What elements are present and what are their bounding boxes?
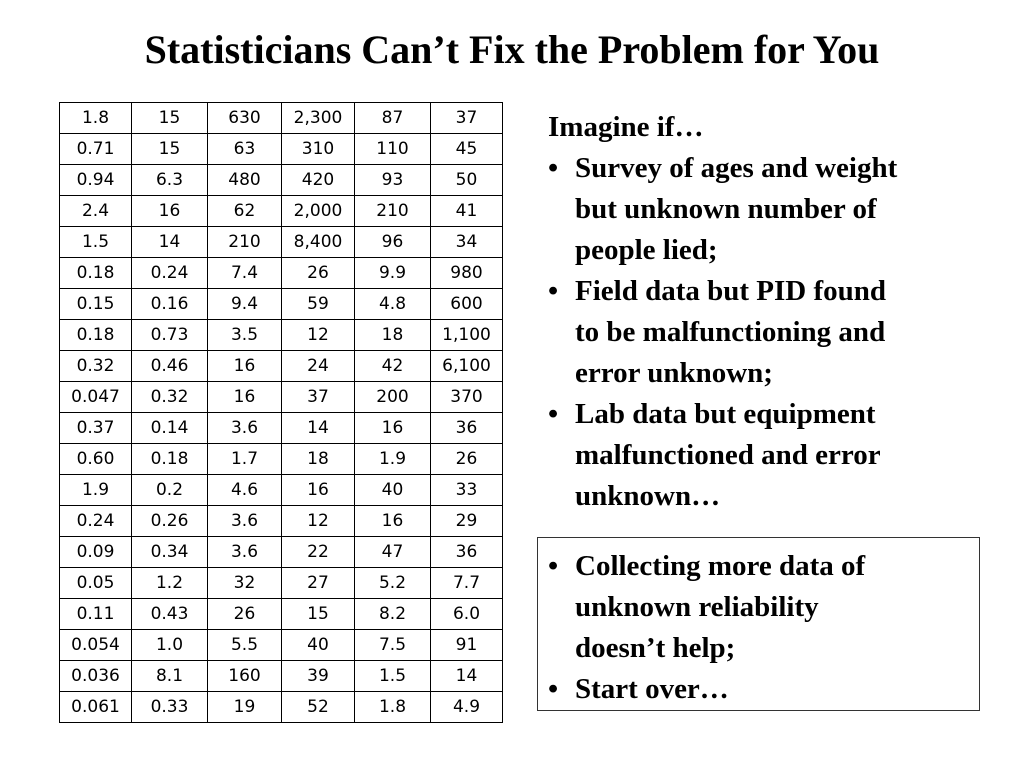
table-cell: 36 <box>431 413 503 444</box>
table-cell: 0.11 <box>60 599 132 630</box>
table-row <box>60 258 503 289</box>
bullet-line: Survey of ages and weight <box>575 152 898 184</box>
bullet-item <box>548 394 978 517</box>
table-cell: 3.6 <box>208 506 282 537</box>
table-cell: 0.18 <box>60 320 132 351</box>
table-cell: 0.94 <box>60 165 132 196</box>
table-cell: 18 <box>282 444 355 475</box>
bullet-item <box>548 546 979 669</box>
table-cell: 26 <box>431 444 503 475</box>
table-cell: 630 <box>208 103 282 134</box>
table-cell: 19 <box>208 692 282 723</box>
table-cell: 0.15 <box>60 289 132 320</box>
table-cell: 3.6 <box>208 413 282 444</box>
table-cell: 4.6 <box>208 475 282 506</box>
table-cell: 16 <box>208 351 282 382</box>
table-cell: 8,400 <box>282 227 355 258</box>
table-cell: 14 <box>431 661 503 692</box>
table-row <box>60 289 503 320</box>
table-cell: 9.9 <box>355 258 431 289</box>
table-row <box>60 692 503 723</box>
table-row <box>60 165 503 196</box>
bullet-line: Lab data but equipment <box>575 398 876 430</box>
table-cell: 980 <box>431 258 503 289</box>
table-cell: 0.32 <box>60 351 132 382</box>
table-cell: 29 <box>431 506 503 537</box>
table-cell: 33 <box>431 475 503 506</box>
table-cell: 5.2 <box>355 568 431 599</box>
table-cell: 27 <box>282 568 355 599</box>
table-cell: 0.18 <box>132 444 208 475</box>
table-cell: 8.2 <box>355 599 431 630</box>
bullet-line: Collecting more data of <box>575 550 866 582</box>
table-cell: 18 <box>355 320 431 351</box>
bullet-line: error unknown; <box>575 357 773 389</box>
table-row <box>60 320 503 351</box>
table-cell: 16 <box>355 413 431 444</box>
table-cell: 15 <box>132 103 208 134</box>
table-cell: 160 <box>208 661 282 692</box>
bullet-icon: • <box>548 398 559 430</box>
table-cell: 24 <box>282 351 355 382</box>
bullet-line: but unknown number of <box>575 193 877 225</box>
table-cell: 40 <box>282 630 355 661</box>
table-cell: 420 <box>282 165 355 196</box>
table-cell: 9.4 <box>208 289 282 320</box>
table-row <box>60 103 503 134</box>
table-cell: 8.1 <box>132 661 208 692</box>
table-cell: 1.8 <box>355 692 431 723</box>
table-cell: 45 <box>431 134 503 165</box>
table-cell: 1.5 <box>60 227 132 258</box>
table-cell: 37 <box>282 382 355 413</box>
table-cell: 3.6 <box>208 537 282 568</box>
table-row <box>60 196 503 227</box>
table-cell: 39 <box>282 661 355 692</box>
table-row <box>60 134 503 165</box>
table-cell: 0.047 <box>60 382 132 413</box>
table-row <box>60 506 503 537</box>
table-cell: 0.05 <box>60 568 132 599</box>
table-cell: 16 <box>208 382 282 413</box>
table-cell: 370 <box>431 382 503 413</box>
table-cell: 26 <box>208 599 282 630</box>
table-row <box>60 475 503 506</box>
table-cell: 14 <box>282 413 355 444</box>
table-cell: 0.054 <box>60 630 132 661</box>
table-cell: 52 <box>282 692 355 723</box>
table-cell: 63 <box>208 134 282 165</box>
conclusion-bullet-list <box>548 546 979 710</box>
table-row <box>60 630 503 661</box>
table-cell: 0.061 <box>60 692 132 723</box>
table-cell: 0.14 <box>132 413 208 444</box>
table-row <box>60 413 503 444</box>
bullet-item <box>548 271 978 394</box>
table-cell: 12 <box>282 320 355 351</box>
table-row <box>60 382 503 413</box>
table-cell: 36 <box>431 537 503 568</box>
table-cell: 6,100 <box>431 351 503 382</box>
table-cell: 200 <box>355 382 431 413</box>
table-cell: 0.18 <box>60 258 132 289</box>
table-cell: 14 <box>132 227 208 258</box>
table-cell: 0.33 <box>132 692 208 723</box>
bullet-line: Start over… <box>575 673 729 705</box>
table-cell: 0.32 <box>132 382 208 413</box>
table-cell: 7.7 <box>431 568 503 599</box>
table-cell: 62 <box>208 196 282 227</box>
table-row <box>60 599 503 630</box>
bullet-item <box>548 669 979 710</box>
table-cell: 7.5 <box>355 630 431 661</box>
imagine-heading: Imagine if… <box>548 111 704 143</box>
bullet-line: Field data but PID found <box>575 275 887 307</box>
table-cell: 7.4 <box>208 258 282 289</box>
table-cell: 1.8 <box>60 103 132 134</box>
table-cell: 600 <box>431 289 503 320</box>
imagine-section <box>548 107 978 517</box>
bullet-line: unknown… <box>575 480 721 512</box>
table-cell: 4.9 <box>431 692 503 723</box>
table-cell: 1,100 <box>431 320 503 351</box>
table-cell: 5.5 <box>208 630 282 661</box>
bullet-line: doesn’t help; <box>575 632 736 664</box>
slide-title: Statisticians Can’t Fix the Problem for You <box>144 27 880 72</box>
table-cell: 41 <box>431 196 503 227</box>
table-cell: 87 <box>355 103 431 134</box>
table-cell: 0.24 <box>60 506 132 537</box>
table-cell: 1.0 <box>132 630 208 661</box>
table-cell: 16 <box>355 506 431 537</box>
table-cell: 0.37 <box>60 413 132 444</box>
table-cell: 42 <box>355 351 431 382</box>
table-cell: 6.0 <box>431 599 503 630</box>
table-cell: 1.9 <box>355 444 431 475</box>
table-cell: 1.9 <box>60 475 132 506</box>
table-cell: 47 <box>355 537 431 568</box>
table-row <box>60 661 503 692</box>
table-cell: 0.34 <box>132 537 208 568</box>
table-cell: 0.16 <box>132 289 208 320</box>
table-cell: 37 <box>431 103 503 134</box>
bullet-icon: • <box>548 550 559 582</box>
table-cell: 110 <box>355 134 431 165</box>
table-row <box>60 227 503 258</box>
table-cell: 0.09 <box>60 537 132 568</box>
table-cell: 210 <box>355 196 431 227</box>
table-cell: 96 <box>355 227 431 258</box>
table-cell: 16 <box>132 196 208 227</box>
table-cell: 12 <box>282 506 355 537</box>
table-cell: 15 <box>132 134 208 165</box>
table-cell: 480 <box>208 165 282 196</box>
table-cell: 26 <box>282 258 355 289</box>
table-cell: 0.26 <box>132 506 208 537</box>
table-cell: 0.46 <box>132 351 208 382</box>
table-cell: 0.71 <box>60 134 132 165</box>
table-cell: 1.2 <box>132 568 208 599</box>
imagine-bullet-list <box>548 148 978 517</box>
bullet-line: unknown reliability <box>575 591 819 623</box>
table-row <box>60 537 503 568</box>
table-cell: 1.5 <box>355 661 431 692</box>
table-cell: 0.60 <box>60 444 132 475</box>
bullet-icon: • <box>548 152 559 184</box>
table-cell: 16 <box>282 475 355 506</box>
data-table-body <box>60 103 503 723</box>
table-cell: 1.7 <box>208 444 282 475</box>
table-cell: 2,300 <box>282 103 355 134</box>
table-cell: 6.3 <box>132 165 208 196</box>
bullet-icon: • <box>548 673 559 705</box>
bullet-item <box>548 148 978 271</box>
table-cell: 40 <box>355 475 431 506</box>
table-cell: 0.24 <box>132 258 208 289</box>
bullet-icon: • <box>548 275 559 307</box>
table-cell: 0.73 <box>132 320 208 351</box>
table-row <box>60 444 503 475</box>
table-cell: 34 <box>431 227 503 258</box>
table-cell: 310 <box>282 134 355 165</box>
table-cell: 210 <box>208 227 282 258</box>
data-table <box>59 102 503 723</box>
bullet-line: to be malfunctioning and <box>575 316 886 348</box>
table-cell: 22 <box>282 537 355 568</box>
table-cell: 0.43 <box>132 599 208 630</box>
table-cell: 0.2 <box>132 475 208 506</box>
bullet-line: people lied; <box>575 234 718 266</box>
table-cell: 91 <box>431 630 503 661</box>
table-cell: 32 <box>208 568 282 599</box>
bullet-line: malfunctioned and error <box>575 439 881 471</box>
table-cell: 3.5 <box>208 320 282 351</box>
table-cell: 59 <box>282 289 355 320</box>
table-cell: 50 <box>431 165 503 196</box>
table-cell: 2.4 <box>60 196 132 227</box>
table-row <box>60 351 503 382</box>
table-cell: 0.036 <box>60 661 132 692</box>
conclusion-box <box>537 537 980 711</box>
table-cell: 93 <box>355 165 431 196</box>
table-cell: 4.8 <box>355 289 431 320</box>
table-cell: 15 <box>282 599 355 630</box>
table-cell: 2,000 <box>282 196 355 227</box>
table-row <box>60 568 503 599</box>
